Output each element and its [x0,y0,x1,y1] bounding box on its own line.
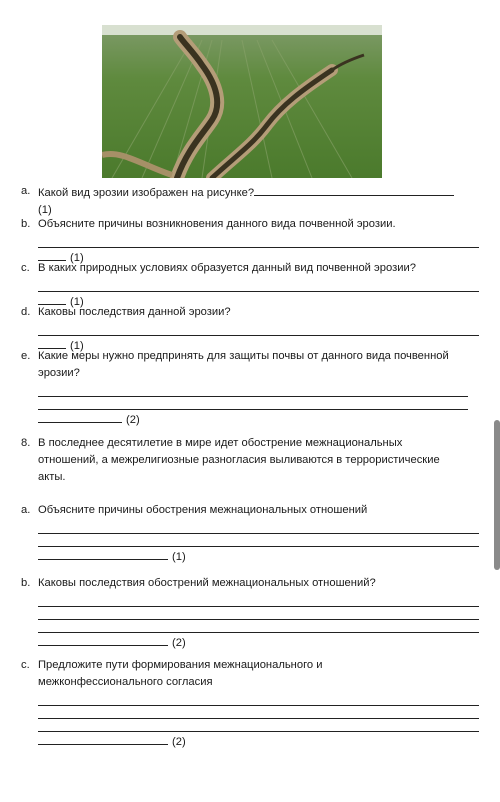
answer-line[interactable] [38,619,479,620]
question-marker: c. [21,659,30,671]
score: (2) [126,414,140,426]
answer-line[interactable] [38,291,479,292]
score: (1) [38,204,52,216]
answer-line-short[interactable] [38,547,168,560]
answer-line[interactable] [38,705,479,706]
question-marker: a. [21,504,31,516]
question-marker: c. [21,262,30,274]
task-8-question-b [21,575,479,652]
answer-line[interactable] [38,606,479,607]
question-text: Предложите пути формирования межнационального и межконфессионального согласия [38,659,323,688]
question-text: Объясните причины обострения межнациональных отношений [38,504,368,516]
question-marker: b. [21,577,31,589]
answer-line-short[interactable] [38,732,168,745]
score: (1) [70,252,84,264]
answer-line[interactable] [38,247,479,248]
question-text: В каких природных условиях образуется данный вид почвенной эрозии? [38,262,416,274]
question-marker: b. [21,218,31,230]
score: (1) [70,296,84,308]
score: (1) [70,340,84,352]
question-e [21,348,479,429]
question-marker: a. [21,185,31,197]
answer-line-short[interactable] [38,410,122,423]
score: (2) [172,736,186,748]
question-text: Объясните причины возникновения данного вида почвенной эрозии. [38,218,396,230]
task-8-question-c [21,657,479,751]
task-number: 8. [21,437,31,449]
answer-line[interactable] [38,533,479,534]
question-text: Каковы последствия данной эрозии? [38,306,231,318]
answer-line-short[interactable] [38,633,168,646]
erosion-photo [102,25,382,178]
score: (2) [172,637,186,649]
task-8 [21,435,479,486]
answer-line[interactable] [38,335,479,336]
answer-line[interactable] [254,183,454,196]
task-text: В последнее десятилетие в мире идет обострение межнациональных отношений, а межрелигиозные разногласия выливаются в террористические акты. [38,437,440,483]
scrollbar[interactable] [494,420,500,570]
question-text: Какой вид эрозии изображен на рисунке? [38,187,255,199]
question-text: Каковы последствия обострений межнациональных отношений? [38,577,376,589]
eroded-field-ravine-photo-icon [102,25,382,178]
score: (1) [172,551,186,563]
question-a [21,183,479,219]
answer-line[interactable] [38,396,468,397]
question-text: Какие меры нужно предпринять для защиты почвы от данного вида почвенной эрозии? [38,350,449,379]
question-marker: e. [21,350,31,362]
answer-line[interactable] [38,718,479,719]
question-marker: d. [21,306,31,318]
task-8-question-a [21,502,479,566]
